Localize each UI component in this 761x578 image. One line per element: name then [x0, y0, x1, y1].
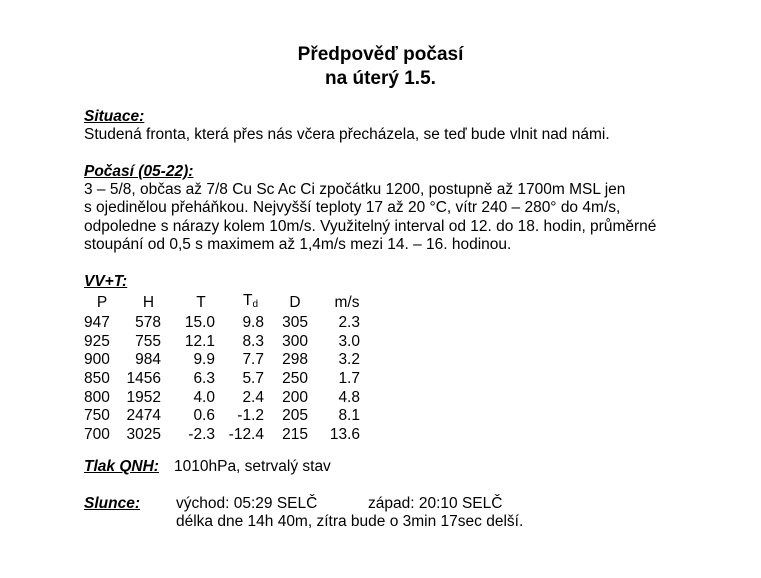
- cell-direction: 250: [282, 370, 308, 388]
- pocasi-heading: Počasí (05-22):: [84, 163, 194, 180]
- cell-height: 755: [135, 332, 161, 350]
- pocasi-line: odpoledne s nárazy kolem 10m/s. Využitelný interval od 12. do 18. hodin, průměrné: [84, 218, 657, 235]
- slunce-heading: Slunce:: [84, 495, 140, 512]
- col-header-td: [215, 292, 264, 314]
- cell-dewpoint: 2.4: [242, 388, 264, 406]
- cell-speed: 13.6: [329, 425, 360, 443]
- pocasi-line: s ojedinělou přeháňkou. Nejvyšší teploty 17 až 20 °C, vítr 240 – 280° do 4m/s,: [84, 199, 621, 216]
- cell-temperature: 6.3: [193, 370, 215, 388]
- col-header-ms: m/s: [334, 294, 360, 311]
- cell-height: 2474: [126, 407, 161, 425]
- col-header-d: D: [289, 294, 301, 311]
- cell-direction: 300: [282, 332, 308, 350]
- cell-pressure: 925: [84, 332, 110, 350]
- cell-temperature: 0.6: [193, 407, 215, 425]
- cell-dewpoint: 7.7: [242, 351, 264, 369]
- sounding-table: [84, 292, 360, 444]
- col-header-td-sub: d: [252, 299, 259, 310]
- cell-temperature: -2.3: [188, 425, 215, 443]
- cell-pressure: 900: [84, 351, 110, 369]
- cell-direction: 298: [282, 351, 308, 369]
- pocasi-line: stoupání od 0,5 s maximem až 1,4m/s mezi 14. – 16. hodinou.: [84, 236, 512, 253]
- cell-temperature: 9.9: [193, 351, 215, 369]
- sunset-text: západ: 20:10 SELČ: [368, 495, 503, 512]
- cell-dewpoint: -1.2: [237, 407, 264, 425]
- vvt-heading: VV+T:: [84, 273, 128, 290]
- sounding-table-wrapper: [84, 292, 360, 444]
- col-header-td-main: T: [242, 292, 253, 309]
- day-length-text: délka dne 14h 40m, zítra bude o 3min 17sec delší.: [176, 513, 524, 530]
- table-row: [84, 333, 360, 352]
- cell-pressure: 700: [84, 425, 110, 443]
- cell-temperature: 15.0: [184, 314, 215, 332]
- cell-height: 578: [135, 314, 161, 332]
- col-header-p: P: [96, 294, 108, 311]
- table-row: [84, 407, 360, 426]
- cell-dewpoint: -12.4: [228, 425, 264, 443]
- table-row: [84, 351, 360, 370]
- cell-speed: 8.1: [338, 407, 360, 425]
- cell-speed: 1.7: [338, 370, 360, 388]
- cell-height: 1456: [126, 370, 161, 388]
- table-row: [84, 314, 360, 333]
- sunrise-text: východ: 05:29 SELČ: [176, 495, 318, 512]
- cell-temperature: 4.0: [193, 388, 215, 406]
- document-title-line1: Předpověď počasí: [297, 44, 464, 65]
- cell-speed: 2.3: [338, 314, 360, 332]
- pocasi-line: 3 – 5/8, občas až 7/8 Cu Sc Ac Ci zpočátku 1200, postupně až 1700m MSL jen: [84, 181, 626, 198]
- table-row: [84, 426, 360, 445]
- cell-speed: 3.0: [338, 332, 360, 350]
- table-row: [84, 370, 360, 389]
- qnh-value: 1010hPa, setrvalý stav: [174, 458, 331, 475]
- cell-direction: 200: [282, 388, 308, 406]
- cell-pressure: 800: [84, 388, 110, 406]
- cell-height: 3025: [126, 425, 161, 443]
- col-header-h: H: [142, 294, 155, 311]
- table-row: [84, 388, 360, 407]
- cell-direction: 215: [282, 425, 308, 443]
- cell-temperature: 12.1: [184, 332, 215, 350]
- cell-direction: 305: [282, 314, 308, 332]
- cell-height: 984: [135, 351, 161, 369]
- qnh-heading: Tlak QNH:: [84, 458, 159, 475]
- col-header-t: T: [196, 294, 206, 311]
- cell-pressure: 947: [84, 314, 110, 332]
- cell-pressure: 850: [84, 370, 110, 388]
- situace-heading: Situace:: [84, 108, 145, 125]
- cell-direction: 205: [282, 407, 308, 425]
- document-title-line2: na úterý 1.5.: [325, 68, 436, 89]
- table-header-row: [84, 292, 360, 314]
- cell-dewpoint: 9.8: [242, 314, 264, 332]
- cell-speed: 4.8: [338, 388, 360, 406]
- cell-dewpoint: 8.3: [242, 332, 264, 350]
- cell-dewpoint: 5.7: [242, 370, 264, 388]
- cell-speed: 3.2: [338, 351, 360, 369]
- cell-pressure: 750: [84, 407, 110, 425]
- cell-height: 1952: [126, 388, 161, 406]
- situace-text: Studená fronta, která přes nás včera přecházela, se teď bude vlnit nad námi.: [84, 126, 610, 143]
